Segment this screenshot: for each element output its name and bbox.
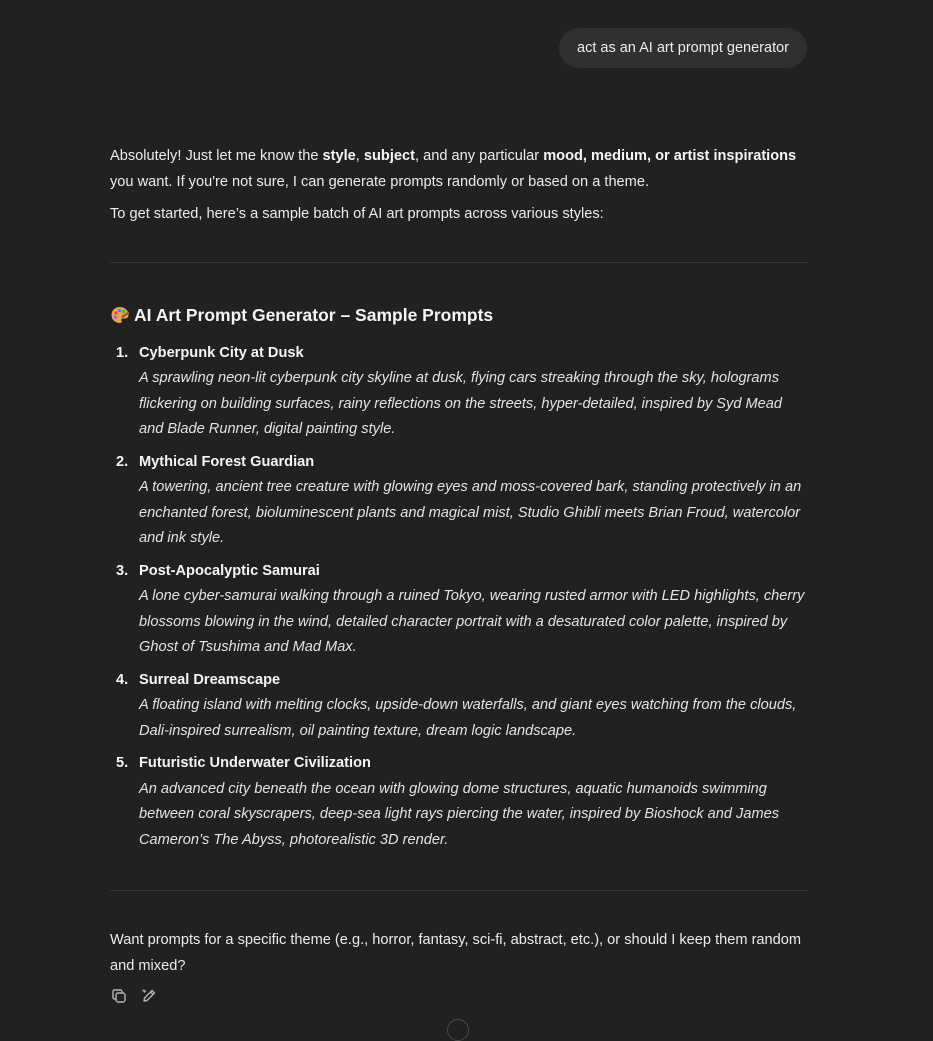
list-item [116, 450, 808, 552]
intro-text-1: Absolutely! Just let me know the [110, 148, 323, 164]
prompt-title: Futuristic Underwater Civilization [139, 755, 371, 771]
prompt-title: Cyberpunk City at Dusk [139, 344, 304, 361]
list-item [116, 341, 808, 443]
intro-bold-mood: mood, medium, or artist inspirations [543, 148, 797, 164]
outro-paragraph: Want prompts for a specific theme (e.g., horror, fantasy, sci-fi, abstract, etc.), or should I keep them random and mixed? [110, 932, 802, 974]
copy-icon [111, 988, 127, 1009]
edit-button[interactable] [140, 989, 158, 1007]
prompt-title: Post-Apocalyptic Samurai [139, 562, 320, 579]
intro-text-4: you want. If you're not sure, I can generate prompts randomly or based on a theme. [110, 173, 649, 190]
section-heading [110, 303, 808, 327]
copy-button[interactable] [110, 989, 128, 1007]
user-message-bubble [559, 28, 807, 68]
list-item [116, 751, 808, 853]
prompt-description: A lone cyber-samurai walking through a ruined Tokyo, wearing rusted armor with LED highlights, cherry blossoms blowing in the wind, detailed character portrait with a desaturated color palette, inspired by Ghost of Tsushima and Mad Max. [139, 588, 805, 655]
prompt-title: Surreal Dreamscape [139, 671, 281, 688]
intro-paragraph [110, 144, 808, 195]
intro-text-3: , and any particular [415, 148, 544, 164]
section-heading-text: AI Art Prompt Generator – Sample Prompts [134, 304, 494, 325]
divider-top [110, 262, 808, 263]
list-item [116, 559, 808, 661]
divider-bottom [110, 890, 808, 891]
edit-pencil-icon [141, 988, 157, 1009]
intro-bold-subject: subject [363, 148, 415, 164]
intro-text-2: , [355, 148, 364, 164]
list-item-number: 1. [116, 344, 129, 361]
prompt-title: Mythical Forest Guardian [139, 453, 315, 470]
intro-second-paragraph: To get started, here’s a sample batch of AI art prompts across various styles: [110, 206, 604, 222]
list-item-number: 3. [116, 562, 129, 579]
message-actions [110, 989, 158, 1007]
artist-palette-icon [110, 305, 130, 325]
intro-bold-style: style [322, 148, 356, 164]
list-item-number: 4. [116, 671, 129, 688]
list-item-number: 5. [116, 755, 129, 771]
prompt-list [110, 341, 808, 854]
list-item-number: 2. [116, 453, 129, 470]
prompt-description: A towering, ancient tree creature with glowing eyes and moss-covered bark, standing protectively in an enchanted forest, bioluminescent plants and magical mist, Studio Ghibli meets Brian Froud, watercolor and ink style. [139, 479, 802, 546]
prompt-description: A floating island with melting clocks, upside-down waterfalls, and giant eyes watching from the clouds, Dali-inspired surrealism, oil painting texture, dream logic landscape. [139, 697, 797, 739]
list-item [116, 668, 808, 745]
prompt-description: A sprawling neon-lit cyberpunk city skyline at dusk, flying cars streaking through the sky, holograms flickering on building surfaces, rainy reflections on the streets, hyper-detailed, inspired by Syd Mead and Blade Runner, digital painting style. [139, 370, 783, 437]
scroll-down-button[interactable] [447, 1019, 469, 1041]
prompt-description: An advanced city beneath the ocean with glowing dome structures, aquatic humanoids swimming between coral skyscrapers, deep-sea light rays piercing the water, inspired by Bioshock and James Cameron’s The Abyss, photorealistic 3D render. [139, 780, 780, 848]
assistant-message [110, 144, 808, 979]
user-message-text: act as an AI art prompt generator [577, 40, 789, 56]
